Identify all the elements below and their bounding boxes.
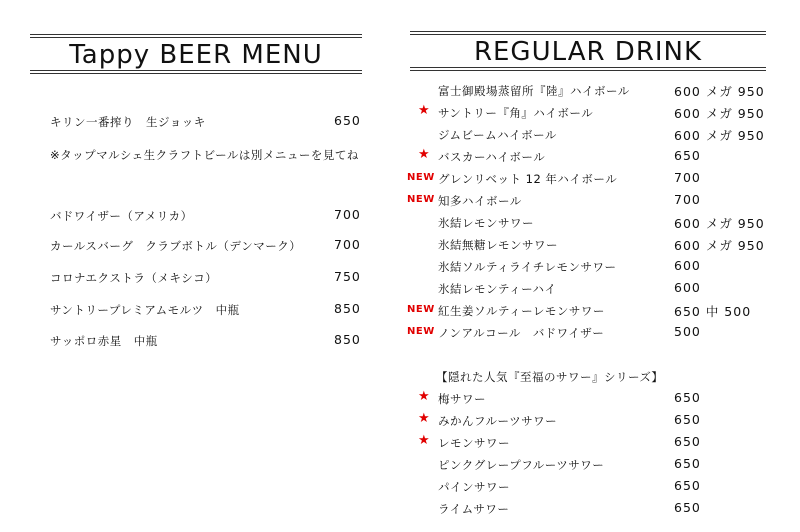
drink-item-name: 知多ハイボール xyxy=(438,194,522,208)
beer-item-name: キリン一番搾り 生ジョッキ xyxy=(50,115,206,129)
drink-item-name: 氷結ソルティライチレモンサワー xyxy=(438,260,617,274)
craft-beer-note: ※タップマルシェ生クラフトビールは別メニューを見てね xyxy=(50,148,359,162)
new-badge: NEW xyxy=(407,194,435,205)
beer-menu-title: Tappy BEER MENU xyxy=(69,40,323,70)
sour-item-name: レモンサワー xyxy=(438,436,510,450)
new-badge: NEW xyxy=(407,304,435,315)
sour-item-name: 梅サワー xyxy=(438,392,486,406)
beer-menu-top-rule xyxy=(30,34,362,35)
beer-item-name: コロナエクストラ（メキシコ） xyxy=(50,271,218,285)
sour-item-price: 650 xyxy=(674,500,701,515)
drink-item-price: 650 xyxy=(674,148,701,163)
beer-item-name: サッポロ赤星 中瓶 xyxy=(50,334,158,348)
drink-item-name: 氷結レモンティーハイ xyxy=(438,282,557,296)
drink-item-price: 650 中 500 xyxy=(674,304,752,319)
beer-item-price: 650 xyxy=(334,113,361,128)
star-mark: ★ xyxy=(418,389,430,404)
drink-item-price: 600 メガ 950 xyxy=(674,106,765,121)
drink-item-price: 700 xyxy=(674,170,701,185)
drink-item-price: 600 メガ 950 xyxy=(674,128,765,143)
sour-item-price: 650 xyxy=(674,478,701,493)
sour-series-heading: 【隠れた人気『至福のサワー』シリーズ】 xyxy=(436,370,664,384)
beer-item-name: サントリープレミアムモルツ 中瓶 xyxy=(50,303,240,317)
beer-item-price: 850 xyxy=(334,332,361,347)
drink-item-price: 700 xyxy=(674,192,701,207)
regular-drink-top-rule xyxy=(410,31,766,32)
star-mark: ★ xyxy=(418,147,430,162)
drink-item-price: 500 xyxy=(674,324,701,339)
new-badge: NEW xyxy=(407,172,435,183)
drink-item-price: 600 xyxy=(674,258,701,273)
drink-item-name: 紅生姜ソルティーレモンサワー xyxy=(438,304,605,318)
drink-item-price: 600 メガ 950 xyxy=(674,84,765,99)
drink-item-name: バスカーハイボール xyxy=(438,150,546,164)
star-mark: ★ xyxy=(418,103,430,118)
sour-item-name: みかんフルーツサワー xyxy=(438,414,558,428)
drink-item-name: 氷結レモンサワー xyxy=(438,216,534,230)
beer-item-price: 750 xyxy=(334,269,361,284)
drink-item-price: 600 xyxy=(674,280,701,295)
beer-item-name: バドワイザー（アメリカ） xyxy=(50,209,193,223)
beer-menu-bottom-rule xyxy=(30,70,362,71)
star-mark: ★ xyxy=(418,411,430,426)
regular-drink-bottom-rule-2 xyxy=(410,70,766,71)
beer-item-price: 700 xyxy=(334,237,361,252)
new-badge: NEW xyxy=(407,326,435,337)
sour-item-price: 650 xyxy=(674,390,701,405)
sour-item-name: パインサワー xyxy=(438,480,510,494)
sour-item-name: ライムサワー xyxy=(438,502,510,516)
sour-item-name: ピンクグレープフルーツサワー xyxy=(438,458,605,472)
star-mark: ★ xyxy=(418,433,430,448)
sour-item-price: 650 xyxy=(674,412,701,427)
drink-item-name: サントリー『角』ハイボール xyxy=(438,106,594,120)
drink-item-name: 氷結無糖レモンサワー xyxy=(438,238,558,252)
drink-item-name: ジムビームハイボール xyxy=(438,128,557,142)
drink-item-name: ノンアルコール バドワイザー xyxy=(438,326,605,340)
drink-item-name: グレンリベット 12 年ハイボール xyxy=(438,172,618,186)
beer-menu-top-rule-2 xyxy=(30,37,362,38)
beer-item-price: 700 xyxy=(334,207,361,222)
beer-item-name: カールスバーグ クラブボトル（デンマーク） xyxy=(50,239,302,253)
drink-item-price: 600 メガ 950 xyxy=(674,238,765,253)
drink-item-price: 600 メガ 950 xyxy=(674,216,765,231)
beer-menu-bottom-rule-2 xyxy=(30,73,362,74)
sour-item-price: 650 xyxy=(674,434,701,449)
beer-item-price: 850 xyxy=(334,301,361,316)
regular-drink-top-rule-2 xyxy=(410,34,766,35)
sour-item-price: 650 xyxy=(674,456,701,471)
drink-item-name: 富士御殿場蒸留所『陸』ハイボール xyxy=(438,84,630,98)
regular-drink-title: REGULAR DRINK xyxy=(473,37,703,67)
regular-drink-bottom-rule xyxy=(410,67,766,68)
